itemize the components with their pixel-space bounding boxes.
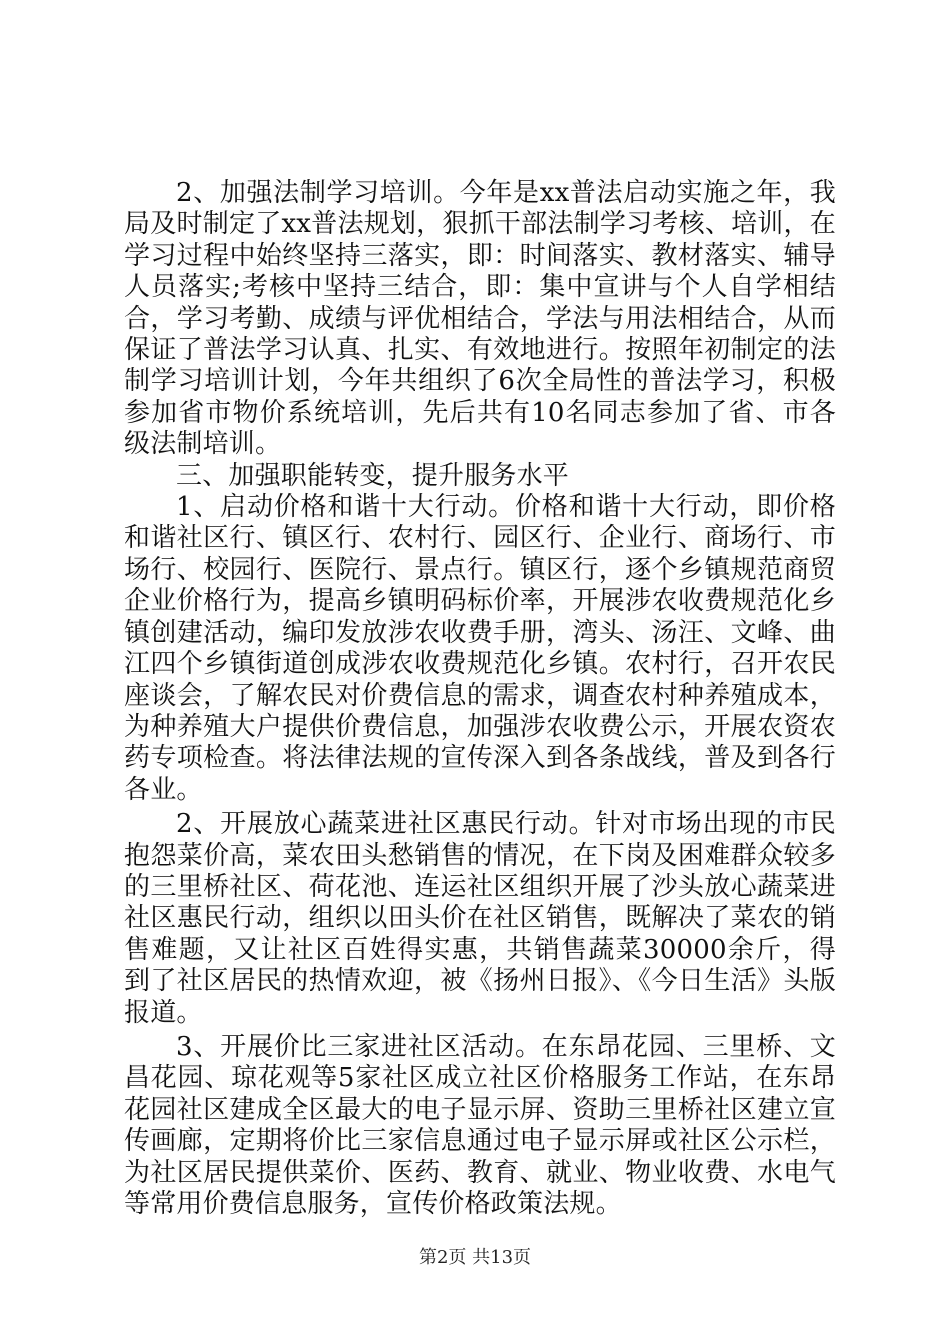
paragraph-vegetables-into-community: 2、开展放心蔬菜进社区惠民行动。针对市场出现的市民抱怨菜价高，菜农田头愁销售的情况，在下岗及困难群众较多的三里桥社区、荷花池、连运社区组织开展了沙头放心蔬菜进社区惠民行动，组织以田头价在社区销售，既解决了菜农的销售难题，又让社区百姓得实惠，共销售蔬菜30000余斤，得到了社区居民的热情欢迎，被《扬州日报》、《今日生活》头版报道。 xyxy=(124,809,836,1028)
paragraph-price-harmony-actions: 1、启动价格和谐十大行动。价格和谐十大行动，即价格和谐社区行、镇区行、农村行、园区行、企业行、商场行、市场行、校园行、医院行、景点行。镇区行，逐个乡镇规范商贸企业价格行为，提高乡镇明码标价率，开展涉农收费规范化乡镇创建活动，编印发放涉农收费手册，湾头、汤汪、文峰、曲江四个乡镇街道创成涉农收费规范化乡镇。农村行，召开农民座谈会，了解农民对价费信息的需求，调查农村种养殖成本，为种养殖大户提供价费信息，加强涉农收费公示，开展农资农药专项检查。将法律法规的宣传深入到各条战线，普及到各行各业。 xyxy=(124,492,836,805)
section-heading-function-transformation: 三、加强职能转变，提升服务水平 xyxy=(176,460,570,491)
paragraph-price-comparison-activity: 3、开展价比三家进社区活动。在东昂花园、三里桥、文昌花园、琼花观等5家社区成立社区价格服务工作站，在东昂花园社区建成全区最大的电子显示屏、资助三里桥社区建立宣传画廊，定期将价比三家信息通过电子显示屏或社区公示栏，为社区居民提供菜价、医药、教育、就业、物业收费、水电气等常用价费信息服务，宣传价格政策法规。 xyxy=(124,1031,836,1219)
page-number-footer: 第2页 共13页 xyxy=(418,1247,532,1268)
document-body xyxy=(124,178,836,1220)
paragraph-legal-training: 2、加强法制学习培训。今年是xx普法启动实施之年，我局及时制定了xx普法规划，狠抓干部法制学习考核、培训，在学习过程中始终坚持三落实，即：时间落实、教材落实、辅导人员落实;考核中坚持三结合，即：集中宣讲与个人自学相结合，学习考勤、成绩与评优相结合，学法与用法相结合，从而保证了普法学习认真、扎实、有效地进行。按照年初制定的法制学习培训计划，今年共组织了6次全局性的普法学习，积极参加省市物价系统培训，先后共有10名同志参加了省、市各级法制培训。 xyxy=(124,178,836,460)
